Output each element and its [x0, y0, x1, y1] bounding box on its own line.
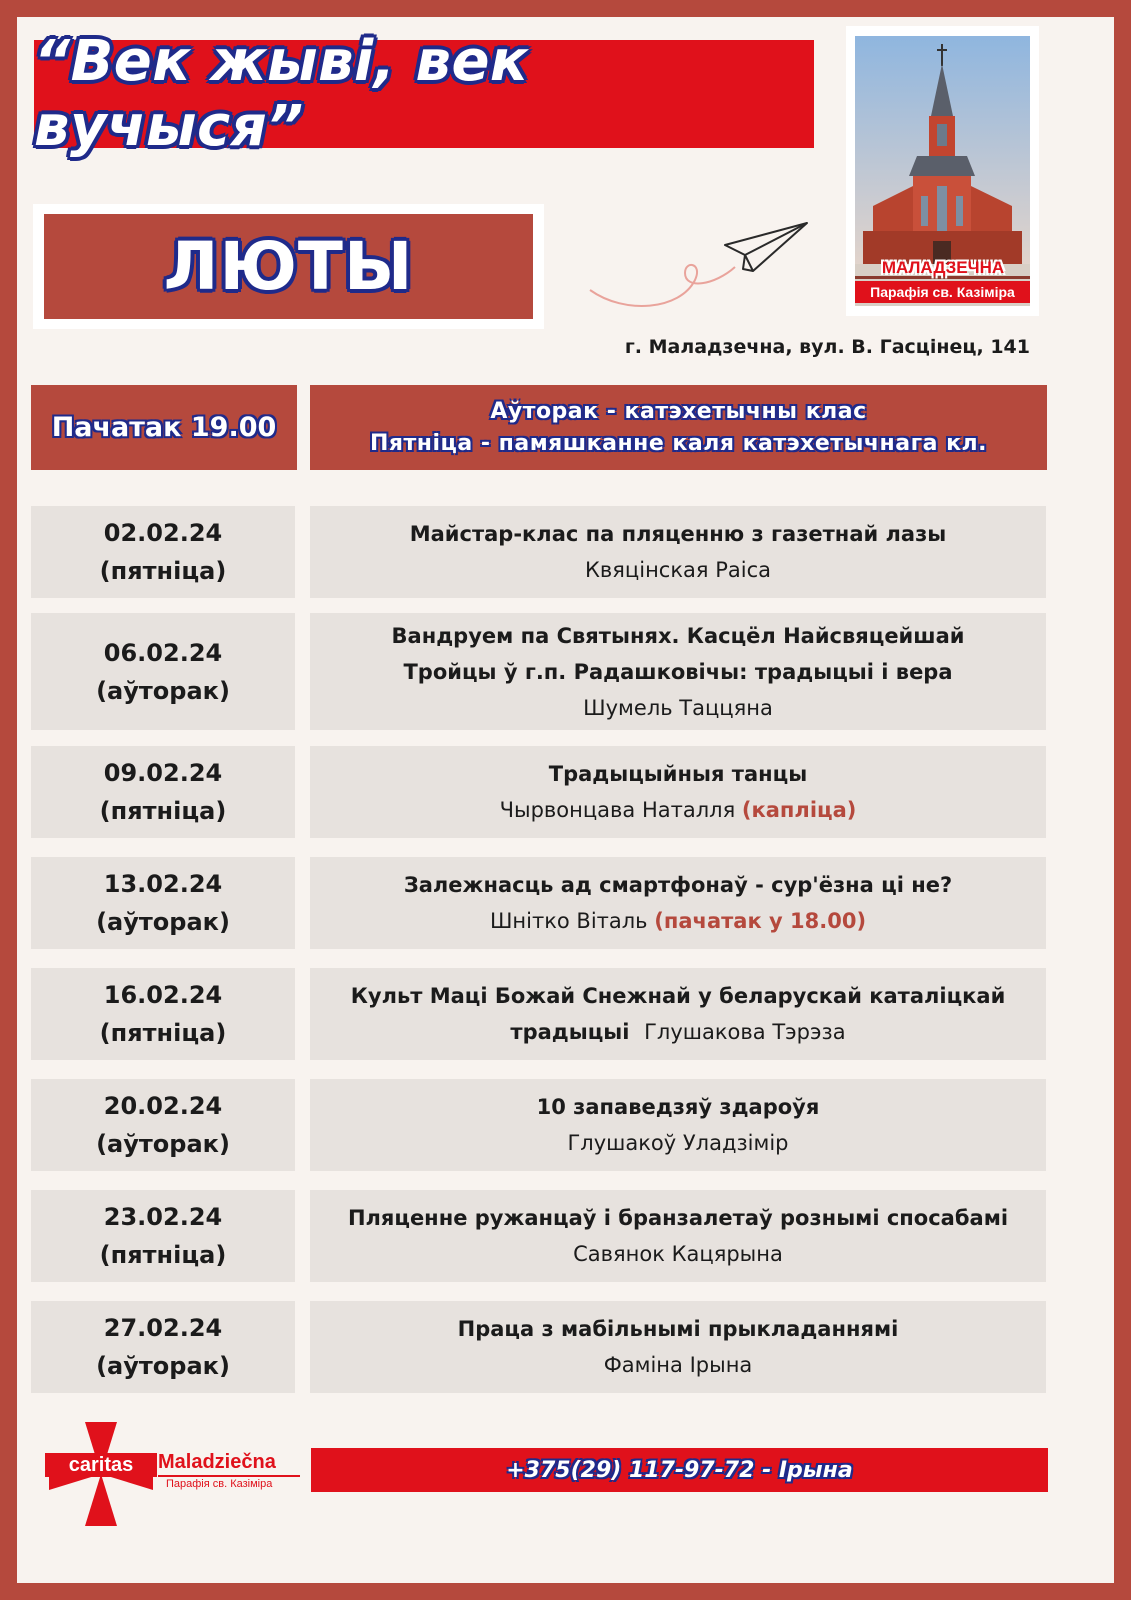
schedule-line-1: Аўторак - катэхетычны клас — [490, 398, 867, 424]
event-title: Майстар-клас па пляценню з газетнай лазы — [409, 522, 947, 546]
event-date-cell — [31, 857, 295, 949]
event-date-cell — [31, 1301, 295, 1393]
event-date: 13.02.24 — [103, 870, 223, 898]
event-speaker-line — [500, 792, 857, 828]
caritas-logo-city: Maladziečna — [158, 1451, 276, 1473]
event-speaker: Квяцінская Раіса — [585, 558, 771, 582]
event-cell — [310, 1190, 1046, 1282]
event-date: 06.02.24 — [103, 638, 223, 667]
event-title: Традыцыйныя танцы — [548, 762, 808, 786]
event-title: Праца з мабільнымі прыкладаннямі — [457, 1317, 899, 1341]
caritas-logo-parish: Парафія св. Казіміра — [166, 1478, 273, 1490]
event-speaker: Глушакоў Уладзімір — [567, 1131, 789, 1155]
event-note: (капліца) — [741, 798, 857, 822]
event-date: 16.02.24 — [103, 981, 223, 1009]
event-cell — [310, 968, 1046, 1060]
event-day: (пятніца) — [99, 1019, 227, 1047]
address: г. Маладзечна, вул. В. Гасцінец, 141 — [624, 336, 1030, 358]
event-title: Культ Маці Божай Снежнай у беларускай каталіцкай — [350, 984, 1006, 1008]
event-speaker: Савянок Кацярына — [573, 1242, 783, 1266]
event-title-line-2: Тройцы ў г.п. Радашковічы: традыцыі і вера — [403, 659, 953, 684]
event-day: (пятніца) — [99, 797, 227, 825]
church-city-label: МАЛАДЗЕЧНА — [881, 258, 1005, 277]
event-day: (пятніца) — [99, 557, 227, 585]
event-day: (аўторак) — [96, 1352, 230, 1380]
start-time: Пачатак 19.00 — [51, 412, 277, 443]
event-speaker: Глушакова Тэрэза — [644, 1020, 846, 1044]
event-speaker: Чырвонцава Наталля — [499, 798, 736, 822]
event-title: Залежнасць ад смартфонаў - сур'ёзна ці не? — [403, 873, 953, 897]
event-date: 20.02.24 — [103, 1092, 223, 1120]
schedule-line-2: Пятніца - памяшканне каля катэхетычнага кл. — [370, 430, 987, 456]
event-date-cell — [31, 1079, 295, 1171]
month-banner — [44, 214, 533, 319]
event-date-cell — [31, 613, 295, 730]
event-date-cell — [31, 968, 295, 1060]
event-date: 09.02.24 — [103, 759, 223, 787]
logo-divider — [158, 1475, 300, 1477]
event-speaker: Шумель Таццяна — [583, 695, 773, 720]
event-day: (аўторак) — [96, 1130, 230, 1158]
church-parish-label: Парафія св. Казіміра — [855, 281, 1030, 303]
event-date: 23.02.24 — [103, 1203, 223, 1231]
event-title: 10 запаведзяў здароўя — [536, 1095, 820, 1119]
event-speaker-line — [490, 903, 866, 939]
event-cell — [310, 1301, 1046, 1393]
month-label: ЛЮТЫ — [163, 228, 414, 305]
event-date: 27.02.24 — [103, 1314, 223, 1342]
event-speaker: Шнітко Віталь — [489, 909, 648, 933]
paper-plane-icon — [585, 205, 815, 315]
title-banner — [34, 29, 814, 159]
event-date-cell — [31, 1190, 295, 1282]
caritas-logo-text: caritas — [45, 1453, 157, 1477]
event-title: Вандруем па Святынях. Касцёл Найсвяцейшай — [391, 623, 965, 648]
event-title-continued: традыцыі — [510, 1020, 630, 1044]
event-day: (пятніца) — [99, 1241, 227, 1269]
contact-phone-banner — [311, 1448, 1048, 1492]
event-cell — [310, 1079, 1046, 1171]
event-cell — [310, 613, 1046, 730]
event-note: (пачатак у 18.00) — [654, 909, 867, 933]
start-time-box — [31, 385, 297, 470]
schedule-info-box — [310, 385, 1047, 470]
event-day: (аўторак) — [96, 908, 230, 936]
page-title: “Век жыві, век вучыся” — [34, 29, 529, 159]
event-date: 02.02.24 — [103, 519, 223, 547]
event-cell — [310, 746, 1046, 838]
event-day: (аўторак) — [96, 676, 230, 705]
event-speaker: Фаміна Ірына — [603, 1353, 753, 1377]
event-date-cell — [31, 506, 295, 598]
event-date-cell — [31, 746, 295, 838]
contact-phone[interactable]: +375(29) 117-97-72 - Ірына — [506, 1457, 853, 1483]
event-cell — [310, 857, 1046, 949]
event-title: Пляценне ружанцаў і бранзалетаў рознымі спосабамі — [347, 1206, 1009, 1230]
event-title-line-2 — [510, 1014, 845, 1050]
event-cell — [310, 506, 1046, 598]
